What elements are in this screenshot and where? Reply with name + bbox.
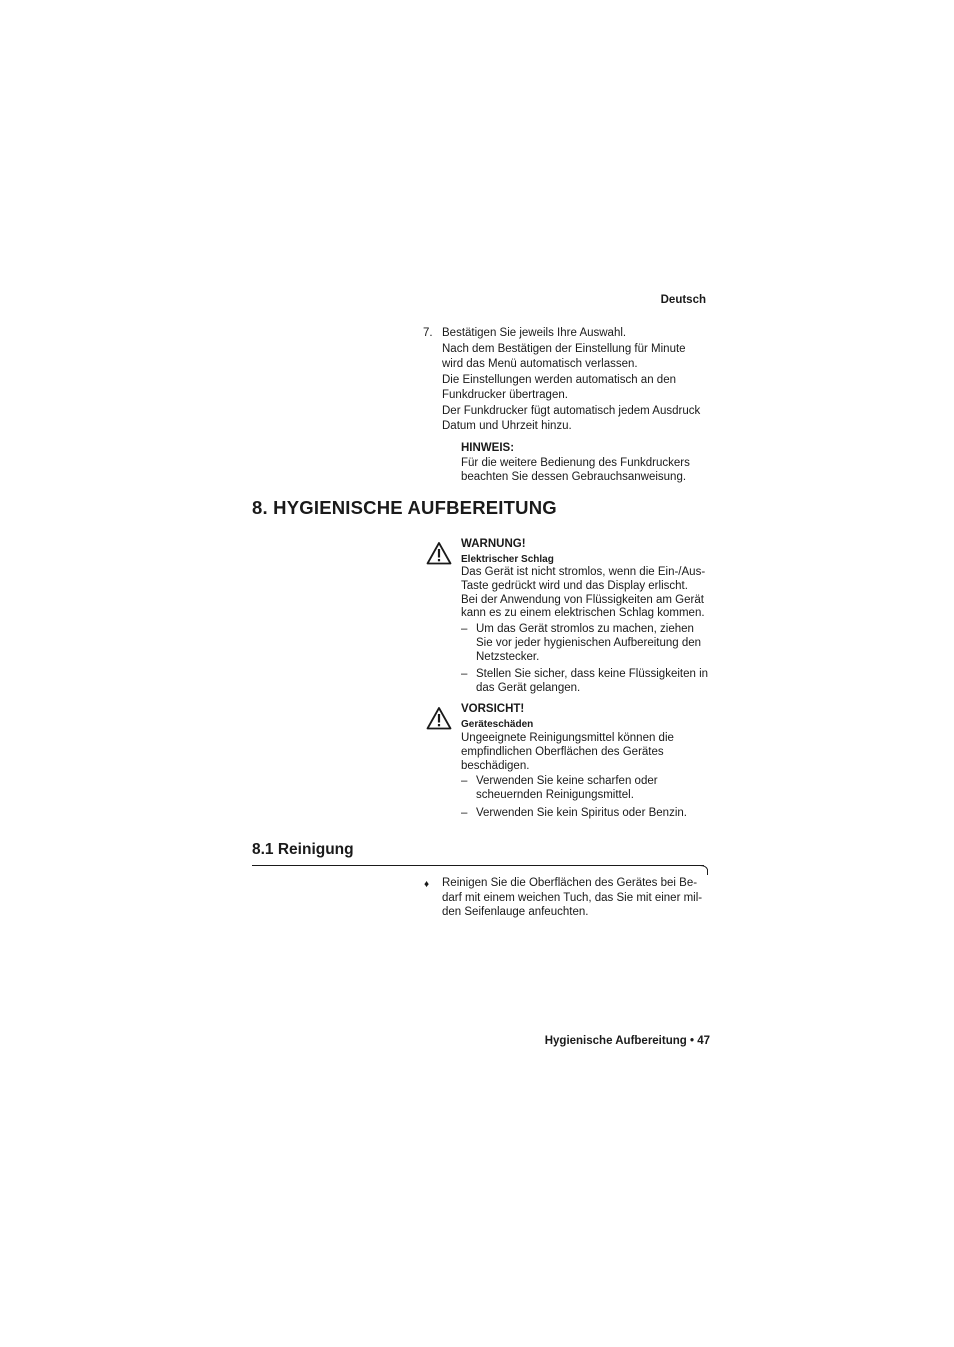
list-dash: –: [461, 775, 468, 787]
caution-subtitle: Geräteschäden: [461, 719, 534, 730]
caution-item-line: Verwenden Sie keine scharfen oder: [476, 775, 658, 787]
list-dash: –: [461, 623, 468, 635]
warning-item-line: Netzstecker.: [476, 651, 540, 663]
caution-signal-word: VORSICHT!: [461, 703, 525, 715]
section-rule: [252, 865, 704, 866]
step-text-line: wird das Menü automatisch verlassen.: [442, 358, 638, 370]
step-text-line: Die Einstellungen werden automatisch an den: [442, 374, 676, 386]
section-rule-corner: [700, 860, 710, 881]
warning-item-line: Um das Gerät stromlos zu machen, ziehen: [476, 623, 694, 635]
page-footer: Hygienische Aufbereitung • 47: [544, 1035, 710, 1047]
warning-text-line: kann es zu einem elektrischen Schlag kommen.: [461, 607, 705, 619]
list-dash: –: [461, 668, 468, 680]
warning-item-line: Sie vor jeder hygienischen Aufbereitung den: [476, 637, 702, 649]
caution-item-line: scheuernden Reinigungsmittel.: [476, 789, 634, 801]
step-text-line: Der Funkdrucker fügt automatisch jedem Ausdruck: [442, 405, 701, 417]
step-text-line: Datum und Uhrzeit hinzu.: [442, 420, 572, 432]
warning-text-line: Bei der Anwendung von Flüssigkeiten am Gerät: [461, 594, 704, 606]
warning-item-line: Stellen Sie sicher, dass keine Flüssigkeiten in: [476, 668, 709, 680]
section-8-1-heading: 8.1 Reinigung: [252, 841, 354, 858]
cleaning-text-line: Reinigen Sie die Oberflächen des Gerätes bei Be-: [442, 877, 698, 889]
warning-triangle-icon: [426, 706, 452, 735]
section-8-heading: 8. HYGIENISCHE AUFBEREITUNG: [252, 497, 557, 518]
warning-item-line: das Gerät gelangen.: [476, 682, 581, 694]
cleaning-text-line: darf mit einem weichen Tuch, das Sie mit einer mil-: [442, 892, 703, 904]
step-text-line: Nach dem Bestätigen der Einstellung für Minute: [442, 343, 686, 355]
caution-text-line: beschädigen.: [461, 760, 530, 772]
warning-signal-word: WARNUNG!: [461, 538, 526, 550]
caution-item-line: Verwenden Sie kein Spiritus oder Benzin.: [476, 807, 687, 819]
list-dash: –: [461, 807, 468, 819]
step-number: 7.: [423, 327, 433, 339]
language-label: Deutsch: [660, 294, 706, 306]
cleaning-text-line: den Seifenlauge anfeuchten.: [442, 906, 589, 918]
warning-subtitle: Elektrischer Schlag: [461, 554, 554, 565]
bullet-diamond-icon: ♦: [424, 879, 430, 890]
warning-text-line: Taste gedrückt wird und das Display erlischt.: [461, 580, 688, 592]
note-text-line: Für die weitere Bedienung des Funkdruckers: [461, 457, 690, 469]
step-text-line: Funkdrucker übertragen.: [442, 389, 568, 401]
note-title: HINWEIS:: [461, 442, 515, 454]
caution-text-line: empfindlichen Oberflächen des Gerätes: [461, 746, 664, 758]
caution-text-line: Ungeeignete Reinigungsmittel können die: [461, 732, 674, 744]
warning-text-line: Das Gerät ist nicht stromlos, wenn die Ein-/Aus-: [461, 566, 706, 578]
note-text-line: beachten Sie dessen Gebrauchsanweisung.: [461, 471, 687, 483]
warning-triangle-icon: [426, 541, 452, 570]
step-text-line: Bestätigen Sie jeweils Ihre Auswahl.: [442, 327, 627, 339]
